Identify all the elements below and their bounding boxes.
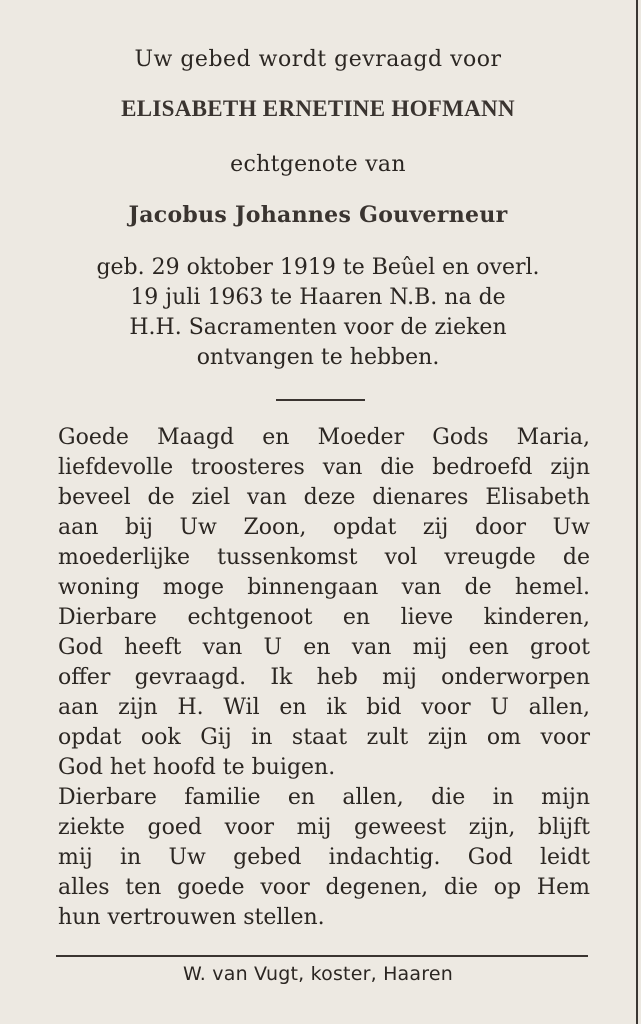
prayer-line: mij in Uw gebed indachtig. God leidt — [58, 845, 590, 870]
bio-line: geb. 29 oktober 1919 te Beûel en overl. — [96, 255, 540, 280]
spouse-intro: echtgenote van — [230, 152, 406, 177]
prayer-line: moederlijke tussenkomst vol vreugde de — [58, 545, 590, 570]
prayer-line: hun vertrouwen stellen. — [58, 905, 325, 930]
bio-line: H.H. Sacramenten voor de zieken — [129, 315, 507, 340]
prayer-line: God heeft van U en van mij een groot — [58, 635, 590, 660]
prayer-line: Dierbare echtgenoot en lieve kinderen, — [58, 605, 590, 630]
printer-credit: W. van Vugt, koster, Haaren — [183, 963, 453, 985]
bio-line: ontvangen te hebben. — [196, 345, 440, 370]
footer-divider — [56, 955, 588, 957]
deceased-name: ELISABETH ERNETINE HOFMANN — [121, 96, 515, 121]
bio-block — [0, 253, 636, 373]
prayer-line: liefdevolle troosteres van die bedroefd zijn — [58, 455, 590, 480]
prayer-line: Goede Maagd en Moeder Gods Maria, — [58, 425, 590, 450]
bio-line: 19 juli 1963 te Haaren N.B. na de — [130, 285, 506, 310]
prayer-line: God het hoofd te buigen. — [58, 755, 336, 780]
prayer-line: alles ten goede voor degenen, die op Hem — [58, 875, 590, 900]
short-divider — [276, 399, 365, 401]
prayer-text — [58, 423, 590, 933]
spouse-name: Jacobus Johannes Gouverneur — [128, 202, 508, 228]
prayer-line: offer gevraagd. Ik heb mij onderworpen — [58, 665, 590, 690]
prayer-line: woning moge binnengaan van de hemel. — [58, 575, 590, 600]
prayer-request-intro: Uw gebed wordt gevraagd voor — [134, 47, 502, 72]
prayer-line: aan bij Uw Zoon, opdat zij door Uw — [58, 515, 590, 540]
prayer-line: opdat ook Gij in staat zult zijn om voor — [58, 725, 590, 750]
prayer-line: ziekte goed voor mij geweest zijn, blijft — [58, 815, 590, 840]
prayer-line: Dierbare familie en allen, die in mijn — [58, 785, 590, 810]
prayer-line: beveel de ziel van deze dienares Elisabeth — [58, 485, 590, 510]
prayer-line: aan zijn H. Wil en ik bid voor U allen, — [58, 695, 590, 720]
